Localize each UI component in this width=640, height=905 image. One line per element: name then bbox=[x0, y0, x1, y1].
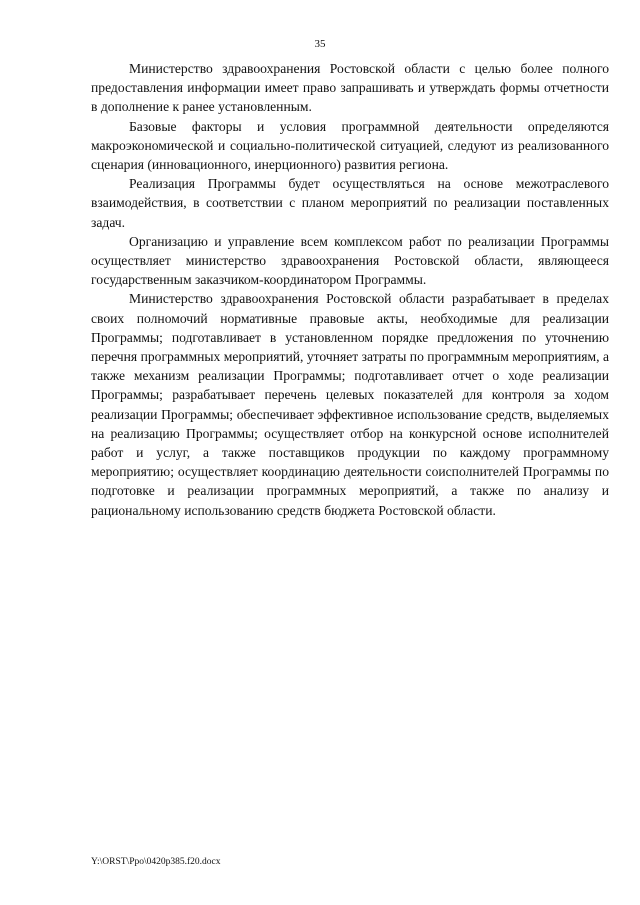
paragraph-organization-management: Организацию и управление всем комплексом работ по реализации Программы осуществляет министерство здравоохранения Ростовской области, являющееся государственным заказчиком-координатором Программы. bbox=[91, 233, 609, 288]
paragraph-program-implementation: Реализация Программы будет осуществляться на основе межотраслевого взаимодействия, в соответствии с планом мероприятий по реализации поставленных задач. bbox=[91, 176, 609, 230]
document-body bbox=[91, 59, 609, 520]
page-number: 35 bbox=[314, 38, 326, 50]
footer-file-path: Y:\ORST\Ppo\0420p385.f20.docx bbox=[91, 857, 221, 867]
paragraph-ministry-duties: Министерство здравоохранения Ростовской области разрабатывает в пределах своих полномочий нормативные правовые акты, необходимые для реализации Программы; подготавливает в установленном порядке предложения по уточнению перечня программных мероприятий, уточняет затраты по программным мероприятиям, а также механизм реализации Программы; подготавливает отчет о ходе реализации Программы; разрабатывает перечень целевых показателей для контроля за ходом реализации Программы; обеспечивает эффективное использование средств, выделяемых на реализацию Программы; осуществляет отбор на конкурсной основе исполнителей работ и услуг, а также поставщиков продукции по каждому программному мероприятию; осуществляет координацию деятельности соисполнителей Программы по подготовке и реализации программных мероприятий, а также по анализу и рациональному использованию средств бюджета Ростовской области. bbox=[91, 291, 609, 518]
paragraph-reporting-forms: Министерство здравоохранения Ростовской области с целью более полного предоставления информации имеет право запрашивать и утверждать формы отчетности в дополнение к ранее установленным. bbox=[91, 61, 609, 115]
paragraph-base-factors: Базовые факторы и условия программной деятельности определяются макроэкономической и социально-политической ситуацией, следуют из реализованного сценария (инновационного, инерционного) развития региона. bbox=[91, 118, 609, 173]
